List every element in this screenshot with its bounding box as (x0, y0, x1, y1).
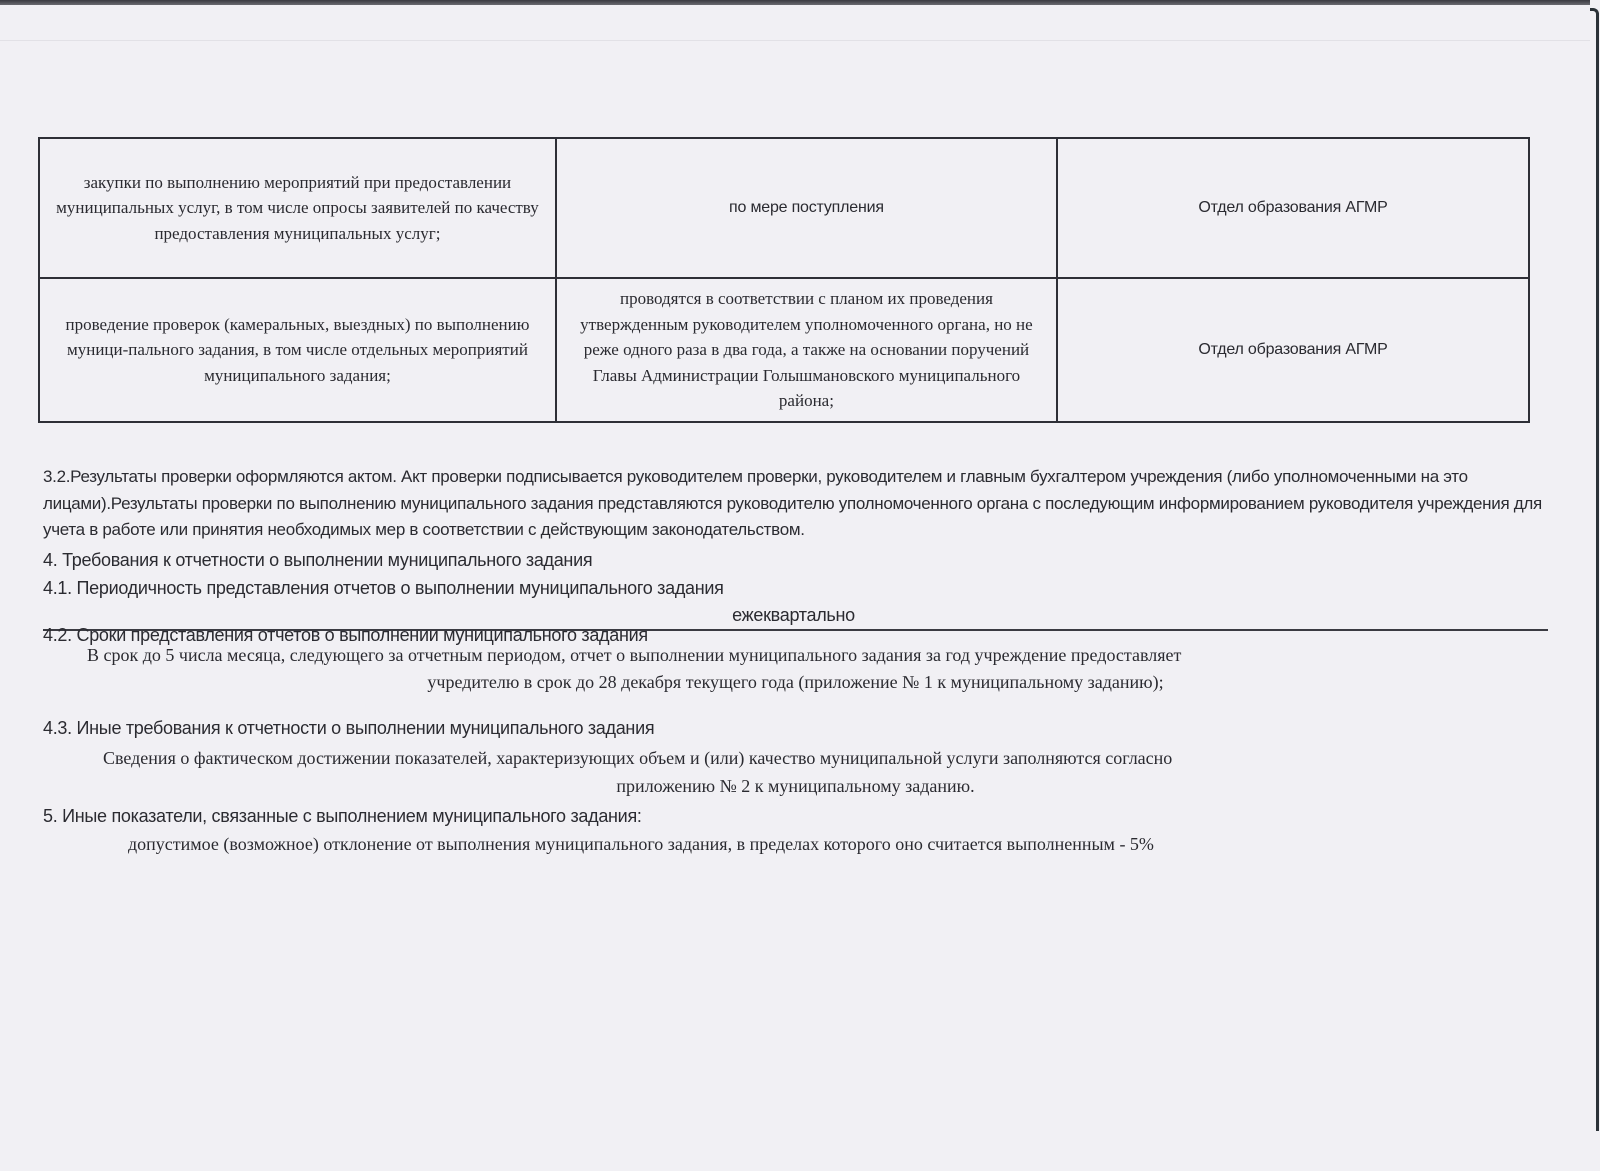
control-frequency-cell: по мере поступления (556, 138, 1057, 278)
section-4-3-value-line2: приложению № 2 к муниципальному заданию. (616, 776, 975, 796)
section-4-2-value-line1: В срок до 5 числа месяца, следующего за отчетным периодом, отчет о выполнении муниципального задания за год учреждение предоставляет (87, 645, 1182, 665)
control-authority-cell: Отдел образования АГМР (1057, 138, 1529, 278)
section-4-2-value-line2: учредителю в срок до 28 декабря текущего года (приложение № 1 к муниципальному заданию); (427, 672, 1164, 692)
section-4-1-heading: 4.1. Периодичность представления отчетов о выполнении муниципального задания (43, 578, 724, 598)
section-4-2-heading: 4.2. Сроки представления отчетов о выполнении муниципального задания (43, 625, 648, 645)
section-4-3-heading: 4.3. Иные требования к отчетности о выполнении муниципального задания (43, 718, 655, 738)
section-3-2-paragraph: 3.2.Результаты проверки оформляются актом. Акт проверки подписывается руководителем проверки, руководителем и главным бухгалтером учреждения (либо уполномоченными на это лицами).Результаты проверки по выполнению муниципального задания представляются руководителю уполномоченного органа с последующим информированием руководителя учреждения для учета в работе или принятия необходимых мер в соответствии с действующим законодательством. (43, 467, 1542, 539)
table-row (39, 138, 1529, 278)
scan-edge-top (0, 0, 1590, 5)
scan-band (0, 40, 1590, 41)
control-form-cell: проведение проверок (камеральных, выездных) по выполнению муници-пального задания, в том числе отдельных мероприятий муниципального задания; (39, 278, 556, 422)
section-5-heading: 5. Иные показатели, связанные с выполнением муниципального задания: (43, 806, 642, 826)
table-row (39, 278, 1529, 422)
section-4-1-value: ежеквартально (732, 605, 855, 625)
control-authority-cell: Отдел образования АГМР (1057, 278, 1529, 422)
control-form-cell: закупки по выполнению мероприятий при предоставлении муниципальных услуг, в том числе опросы заявителей по качеству предоставления муниципальных услуг; (39, 138, 556, 278)
control-table (38, 137, 1530, 423)
section-4-2-value (43, 642, 1548, 696)
scan-page-edge (1590, 8, 1599, 1131)
section-5-value: допустимое (возможное) отклонение от выполнения муниципального задания, в пределах которого оно считается выполненным - 5% (128, 834, 1154, 854)
section-4-heading: 4. Требования к отчетности о выполнении муниципального задания (43, 550, 593, 570)
section-4-3-value (43, 744, 1548, 800)
control-frequency-cell: проводятся в соответствии с планом их проведения утвержденным руководителем уполномоченного органа, но не реже одного раза в два года, а также на основании поручений Главы Администрации Голышмановского муниципального района; (556, 278, 1057, 422)
section-4-3-value-line1: Сведения о фактическом достижении показателей, характеризующих объем и (или) качество муниципальной услуги заполняются согласно (103, 748, 1173, 768)
